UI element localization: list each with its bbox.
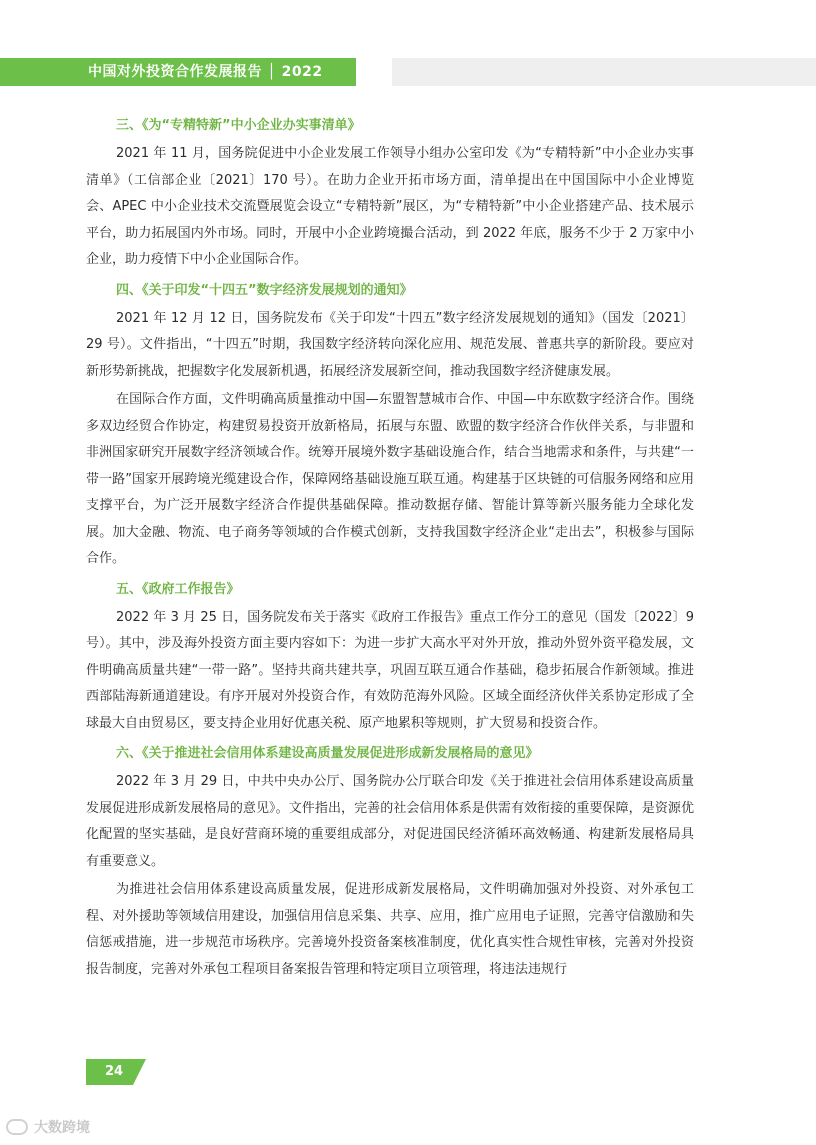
section-heading: 五、《政府工作报告》: [116, 581, 240, 597]
section-4: [86, 281, 694, 573]
paragraph: 在国际合作方面，文件明确高质量推动中国—东盟智慧城市合作、中国—中东欧数字经济合作。围绕多双边经贸合作协定，构建贸易投资开放新格局，拓展与东盟、欧盟的数字经济合作伙伴关系，与非盟和非洲国家研究开展数字经济领域合作。统筹开展境外数字基础设施合作，结合当地需求和条件，与共建“一带一路”国家开展跨境光缆建设合作，保障网络基础设施互联互通。构建基于区块链的可信服务网络和应用支撑平台，为广泛开展数字经济合作提供基础保障。推动数据存储、智能计算等新兴服务能力全球化发展。加大金融、物流、电子商务等领域的合作模式创新，支持我国数字经济企业“走出去”，积极参与国际合作。: [86, 392, 694, 566]
report-title: 中国对外投资合作发展报告 │ 2022: [88, 64, 323, 80]
paragraph: 2021 年 12 月 12 日，国务院发布《关于印发“十四五”数字经济发展规划的通知》（国发〔2021〕29 号）。文件指出，“十四五”时期，我国数字经济转向深化应用、规范发展、普惠共享的新阶段。要应对新形势新挑战，把握数字化发展新机遇，拓展经济发展新空间，推动我国数字经济健康发展。: [86, 310, 694, 379]
watermark: [6, 1115, 90, 1139]
section-5: [86, 580, 694, 738]
paragraph: 2022 年 3 月 25 日，国务院发布关于落实《政府工作报告》重点工作分工的意见（国发〔2022〕9 号）。其中，涉及海外投资方面主要内容如下：为进一步扩大高水平对外开放，推动外贸外资平稳发展，文件明确高质量共建“一带一路”。坚持共商共建共享，巩固互联互通合作基础，稳步拓展合作新领域。推进西部陆海新通道建设。有序开展对外投资合作，有效防范海外风险。区域全面经济伙伴关系协定形成了全球最大自由贸易区，要支持企业用好优惠关税、原产地累积等规则，扩大贸易和投资合作。: [86, 609, 694, 731]
page-number-badge: [86, 1059, 146, 1085]
section-heading: 四、《关于印发“十四五”数字经济发展规划的通知》: [116, 282, 413, 298]
section-heading: 六、《关于推进社会信用体系建设高质量发展促进形成新发展格局的意见》: [116, 746, 539, 761]
main-content: [86, 116, 694, 990]
section-heading: 三、《为“专精特新”中小企业办实事清单》: [116, 118, 361, 133]
section-3: [86, 116, 694, 274]
section-6: [86, 744, 694, 983]
paragraph: 2021 年 11 月，国务院促进中小企业发展工作领导小组办公室印发《为“专精特新”中小企业办实事清单》（工信部企业〔2021〕170 号）。在助力企业开拓市场方面，清单提出在中国国际中小企业博览会、APEC 中小企业技术交流暨展览会设立“专精特新”展区，为“专精特新”中小企业搭建产品、技术展示平台，助力拓展国内外市场。同时，开展中小企业跨境撮合活动，到 2022 年底，服务不少于 2 万家中小企业，助力疫情下中小企业国际合作。: [86, 146, 694, 267]
page-number: 24: [104, 1064, 124, 1079]
watermark-logo-icon: [6, 1119, 28, 1135]
header-gray-band: [392, 58, 816, 86]
paragraph: 为推进社会信用体系建设高质量发展，促进形成新发展格局，文件明确加强对外投资、对外承包工程、对外援助等领域信用建设，加强信用信息采集、共享、应用，推广应用电子证照，完善守信激励和失信惩戒措施，进一步规范市场秩序。完善境外投资备案核准制度，优化真实性合规性审核，完善对外投资报告制度，完善对外承包工程项目备案报告管理和特定项目立项管理，将违法违规行: [86, 882, 694, 977]
watermark-text: 大数跨境: [34, 1120, 90, 1136]
paragraph: 2022 年 3 月 29 日，中共中央办公厅、国务院办公厅联合印发《关于推进社会信用体系建设高质量发展促进形成新发展格局的意见》。文件指出，完善的社会信用体系是供需有效衔接的重要保障，是资源优化配置的坚实基础，是良好营商环境的重要组成部分，对促进国民经济循环高效畅通、构建新发展格局具有重要意义。: [86, 774, 694, 869]
